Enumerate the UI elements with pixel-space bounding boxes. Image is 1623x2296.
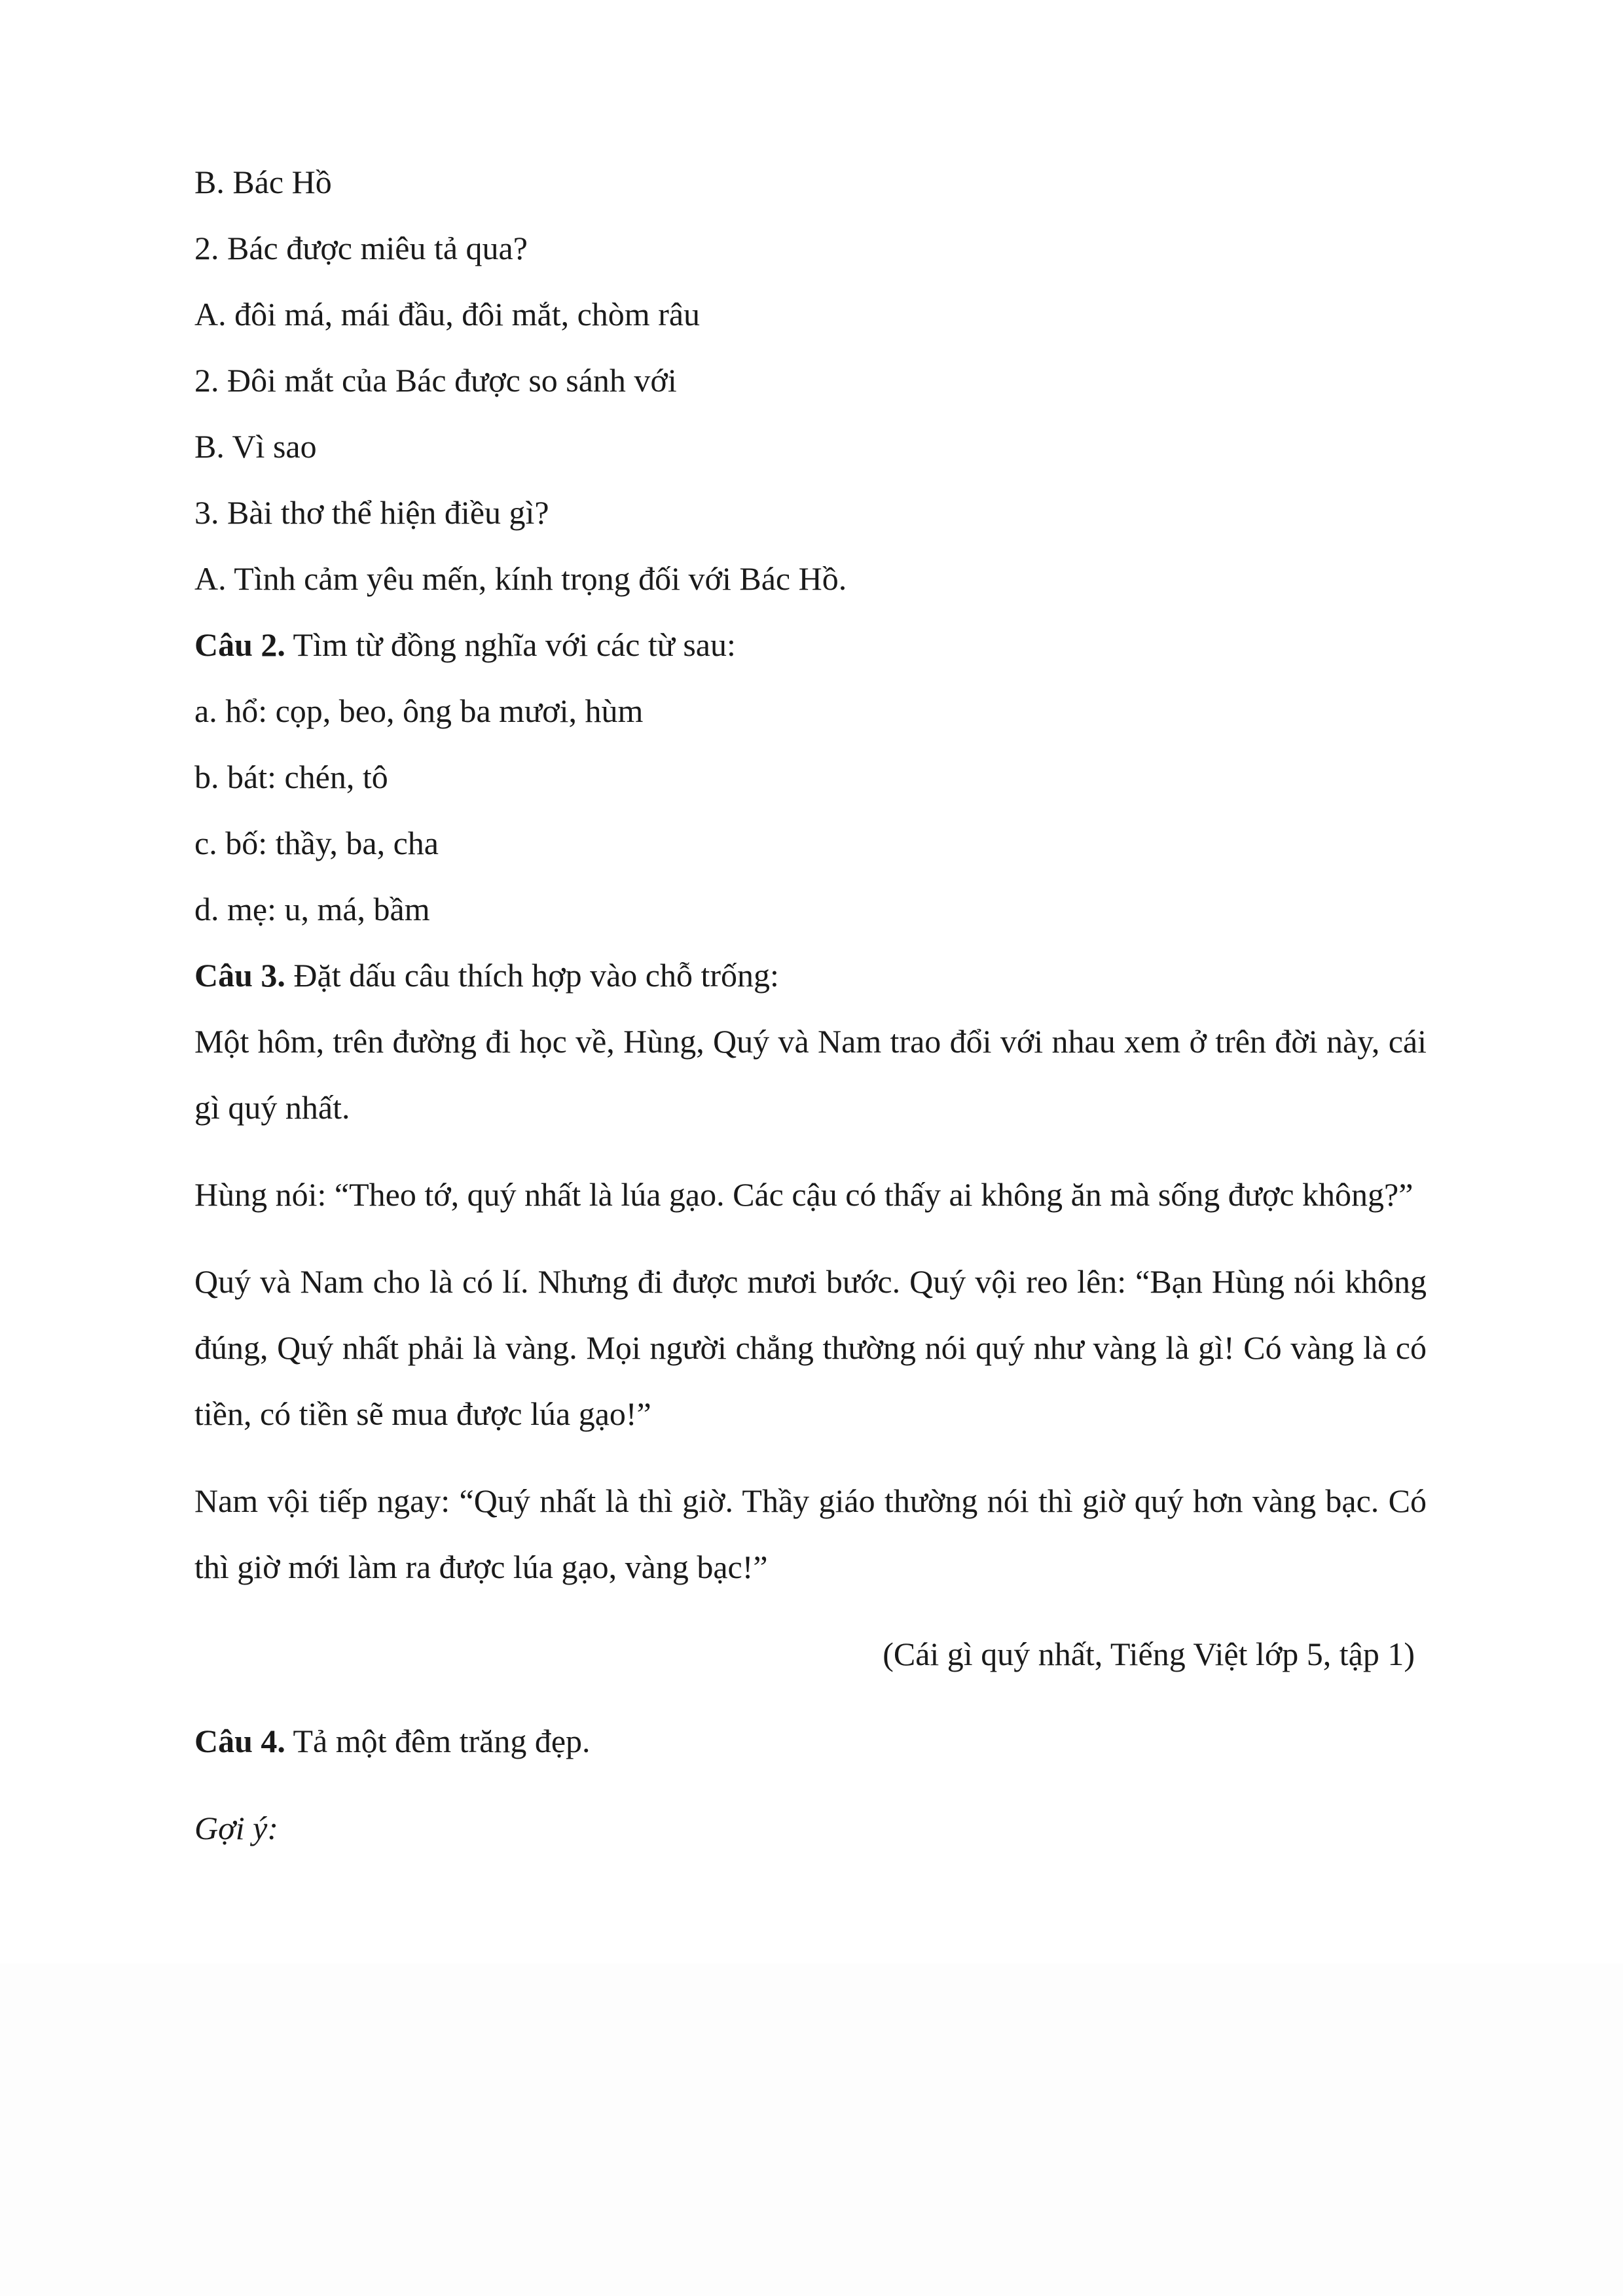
question-line: 3. Bài thơ thể hiện điều gì? — [194, 494, 549, 531]
synonym-item: b. bát: chén, tô — [194, 759, 388, 795]
cau-4-text: Tả một đêm trăng đẹp. — [285, 1723, 591, 1759]
answer-line: B. Bác Hồ — [194, 164, 332, 200]
hint-label — [194, 1795, 1427, 1861]
answer-line: A. đôi má, mái đầu, đôi mắt, chòm râu — [194, 296, 701, 332]
cau-2-label: Câu 2. — [194, 626, 285, 663]
goi-y-text: Gợi ý: — [194, 1810, 279, 1846]
cau-4-heading — [194, 1708, 1427, 1774]
cau-2-text: Tìm từ đồng nghĩa với các từ sau: — [285, 626, 736, 663]
question-line: 2. Đôi mắt của Bác được so sánh với — [194, 362, 677, 399]
cau-4-label: Câu 4. — [194, 1723, 285, 1759]
page-bottom-shade — [0, 1964, 1623, 2296]
story-paragraph: Một hôm, trên đường đi học về, Hùng, Quý và Nam trao đổi với nhau xem ở trên đời này, cái gì quý nhất. — [194, 1023, 1427, 1126]
cau-3-heading — [194, 942, 1427, 1009]
question-line: 2. Bác được miêu tả qua? — [194, 230, 528, 266]
story-paragraph: Hùng nói: “Theo tớ, quý nhất là lúa gạo. Các cậu có thấy ai không ăn mà sống được không?” — [194, 1176, 1413, 1213]
document-content — [194, 149, 1427, 1861]
cau-3-text: Đặt dấu câu thích hợp vào chỗ trống: — [285, 957, 779, 994]
story-paragraph: Quý và Nam cho là có lí. Nhưng đi được mươi bước. Quý vội reo lên: “Bạn Hùng nói không đúng, Quý nhất phải là vàng. Mọi người chẳng thường nói quý như vàng là gì! Có vàng là có tiền, có tiền sẽ mua được lúa gạo!” — [194, 1263, 1427, 1432]
synonym-item: d. mẹ: u, má, bầm — [194, 891, 430, 927]
cau-2-heading — [194, 612, 1427, 678]
story-paragraph: Nam vội tiếp ngay: “Quý nhất là thì giờ. Thầy giáo thường nói thì giờ quý hơn vàng bạc. Có thì giờ mới làm ra được lúa gạo, vàng bạc!” — [194, 1482, 1427, 1585]
synonym-item: c. bố: thầy, ba, cha — [194, 825, 439, 861]
cau-3-label: Câu 3. — [194, 957, 285, 994]
synonym-item: a. hổ: cọp, beo, ông ba mươi, hùm — [194, 692, 644, 729]
answer-line: A. Tình cảm yêu mến, kính trọng đối với Bác Hồ. — [194, 560, 847, 597]
story-source: (Cái gì quý nhất, Tiếng Việt lớp 5, tập 1) — [883, 1636, 1415, 1672]
answer-line: B. Vì sao — [194, 428, 317, 465]
